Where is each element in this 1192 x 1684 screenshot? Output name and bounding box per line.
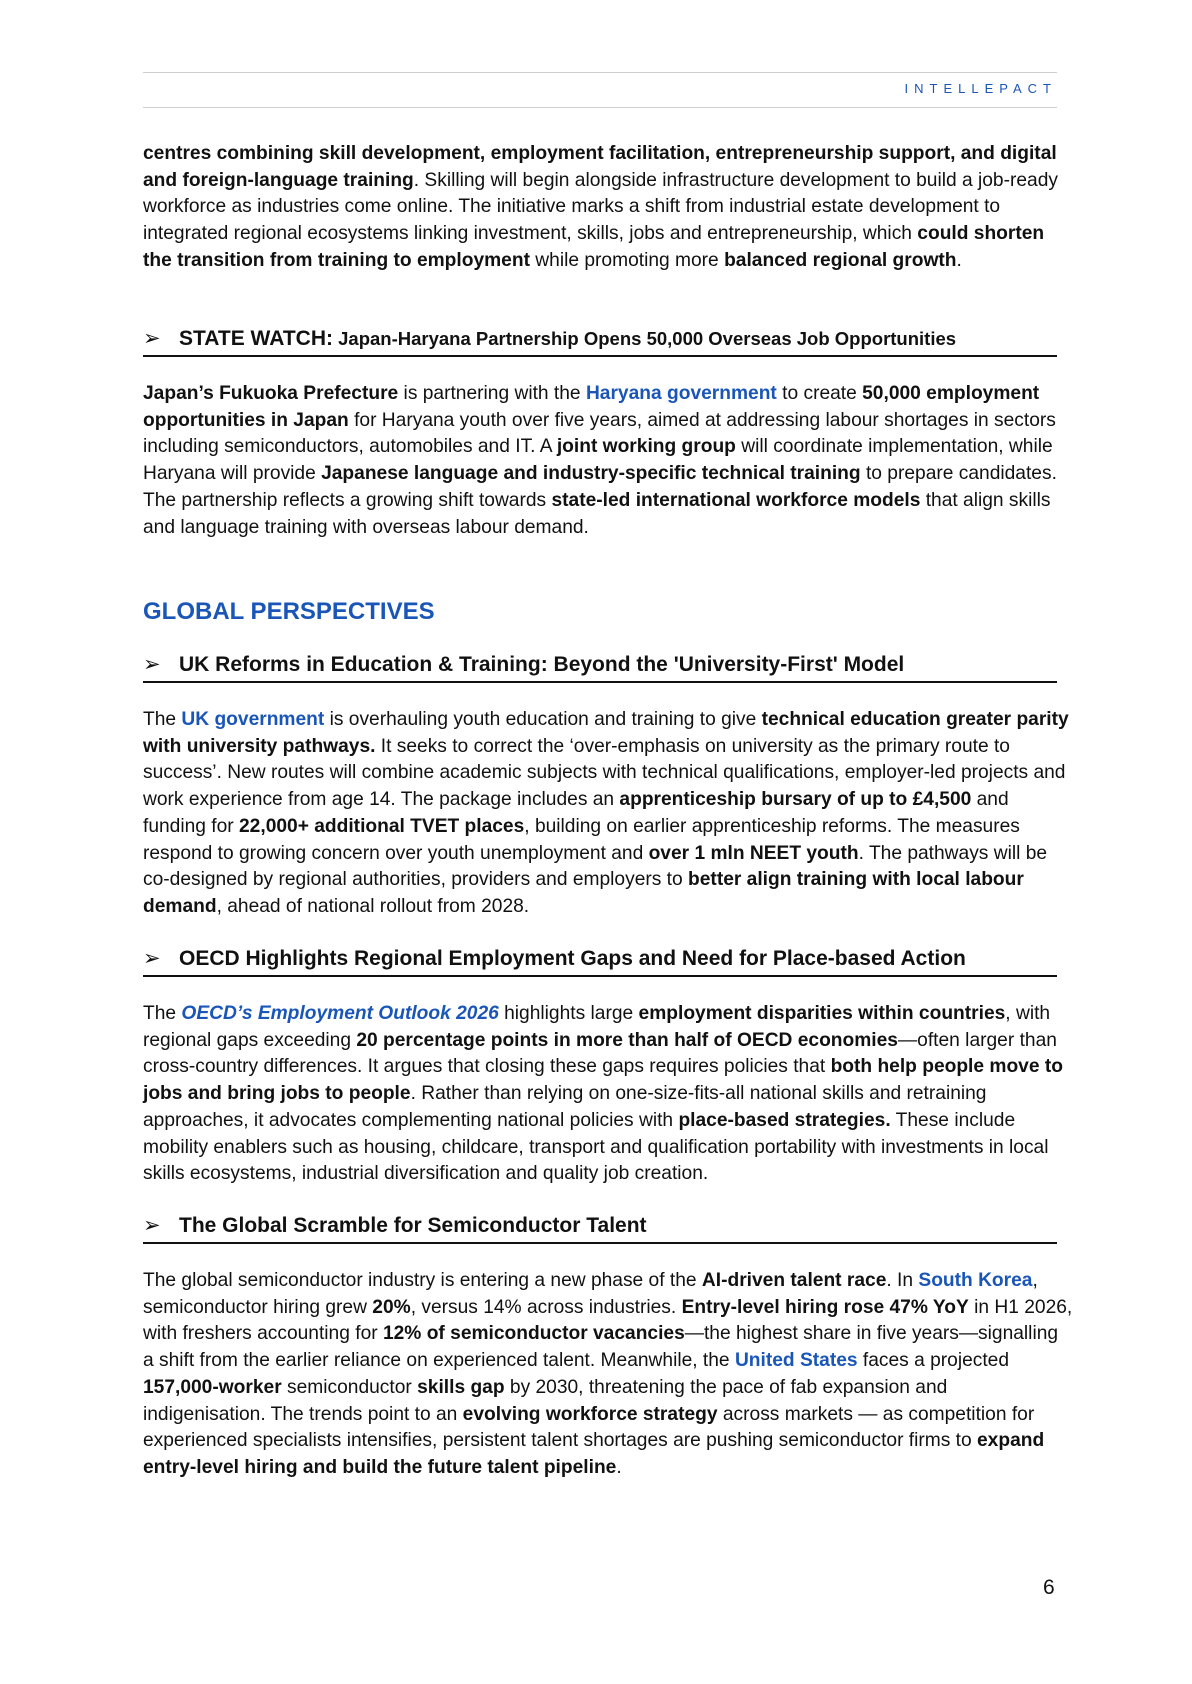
united-states-link[interactable]: United States	[734, 1350, 858, 1372]
south-korea-link[interactable]: South Korea	[918, 1270, 1033, 1291]
arrow-icon: ➢	[143, 327, 161, 350]
haryana-government-link[interactable]: Haryana government	[585, 383, 777, 404]
heading-title: Japan-Haryana Partnership Opens 50,000 Overseas Job Opportunities	[332, 328, 957, 349]
state-watch-paragraph: Japan’s Fukuoka Prefecture is partnering with the Haryana government to create 50,000 employment opportunities in Japan for Haryana youth over five years, aimed at addressing labour shortages in sectors including semiconductors, automobiles and IT. A joint working group will coordinate implementation, while Haryana will provide Japanese language and industry-specific technical training to prepare candidates. The partnership reflects a growing shift towards state-led international workforce models that align skills and language training with overseas labour demand.	[143, 383, 1057, 538]
heading-label: STATE WATCH:	[179, 327, 333, 350]
semiconductor-paragraph: The global semiconductor industry is entering a new phase of the AI-driven talent race. In South Korea, semiconductor hiring grew 20%, versus 14% across industries. Entry-level hiring rose 47% YoY in H1 2026, with freshers accounting for 12% of semiconductor vacancies—the highest share in five years—signalling a shift from the earlier reliance on experienced talent. Meanwhile, the United States faces a projected 157,000-worker semiconductor skills gap by 2030, threatening the pace of fab expansion and indigenisation. The trends point to an evolving workforce strategy across markets — as competition for experienced specialists intensifies, persistent talent shortages are pushing semiconductor firms to expand entry-level hiring and build the future talent pipeline.	[143, 1270, 1073, 1478]
brand-name: INTELLEPACT	[904, 81, 1057, 96]
heading-title: OECD Highlights Regional Employment Gaps and Need for Place-based Action	[179, 947, 966, 970]
heading-title: UK Reforms in Education & Training: Beyond the 'University-First' Model	[179, 653, 905, 676]
arrow-icon: ➢	[143, 653, 161, 676]
intro-paragraph: centres combining skill development, employment facilitation, entrepreneurship support, and digital and foreign-language training. Skilling will begin alongside infrastructure development to build a job-ready workforce as industries come online. The initiative marks a shift from industrial estate development to integrated regional ecosystems linking investment, skills, jobs and entrepreneurship, which could shorten the transition from training to employment while promoting more balanced regional growth.	[143, 143, 1058, 271]
uk-paragraph: The UK government is overhauling youth education and training to give technical education greater parity with university pathways. It seeks to correct the ‘over-emphasis on university as the primary route to success’. New routes will combine academic subjects with technical qualifications, employer-led projects and work experience from age 14. The package includes an apprenticeship bursary of up to £4,500 and funding for 22,000+ additional TVET places, building on earlier apprenticeship reforms. The measures respond to growing concern over youth unemployment and over 1 mln NEET youth. The pathways will be co-designed by regional authorities, providers and employers to better align training with local labour demand, ahead of national rollout from 2028.	[143, 709, 1069, 917]
oecd-paragraph: The OECD’s Employment Outlook 2026 highlights large employment disparities within countries, with regional gaps exceeding 20 percentage points in more than half of OECD economies—often larger than cross-country differences. It argues that closing these gaps requires policies that both help people move to jobs and bring jobs to people. Rather than relying on one-size-fits-all national skills and retraining approaches, it advocates complementing national policies with place-based strategies. These include mobility enablers such as housing, childcare, transport and qualification portability with investments in local skills ecosystems, industrial diversification and quality job creation.	[143, 1003, 1063, 1185]
arrow-icon: ➢	[143, 1214, 161, 1237]
section-title: GLOBAL PERSPECTIVES	[143, 598, 435, 625]
heading-uk-reforms	[143, 652, 1057, 683]
oecd-employment-outlook-link[interactable]: OECD’s Employment Outlook 2026	[181, 1003, 499, 1024]
page-number: 6	[1043, 1576, 1055, 1599]
page-header	[143, 72, 1057, 108]
uk-government-link[interactable]: UK government	[181, 709, 325, 730]
heading-state-watch	[143, 326, 1057, 357]
heading-oecd	[143, 946, 1057, 977]
arrow-icon: ➢	[143, 947, 161, 970]
heading-semiconductor	[143, 1213, 1057, 1244]
heading-title: The Global Scramble for Semiconductor Talent	[179, 1214, 647, 1237]
